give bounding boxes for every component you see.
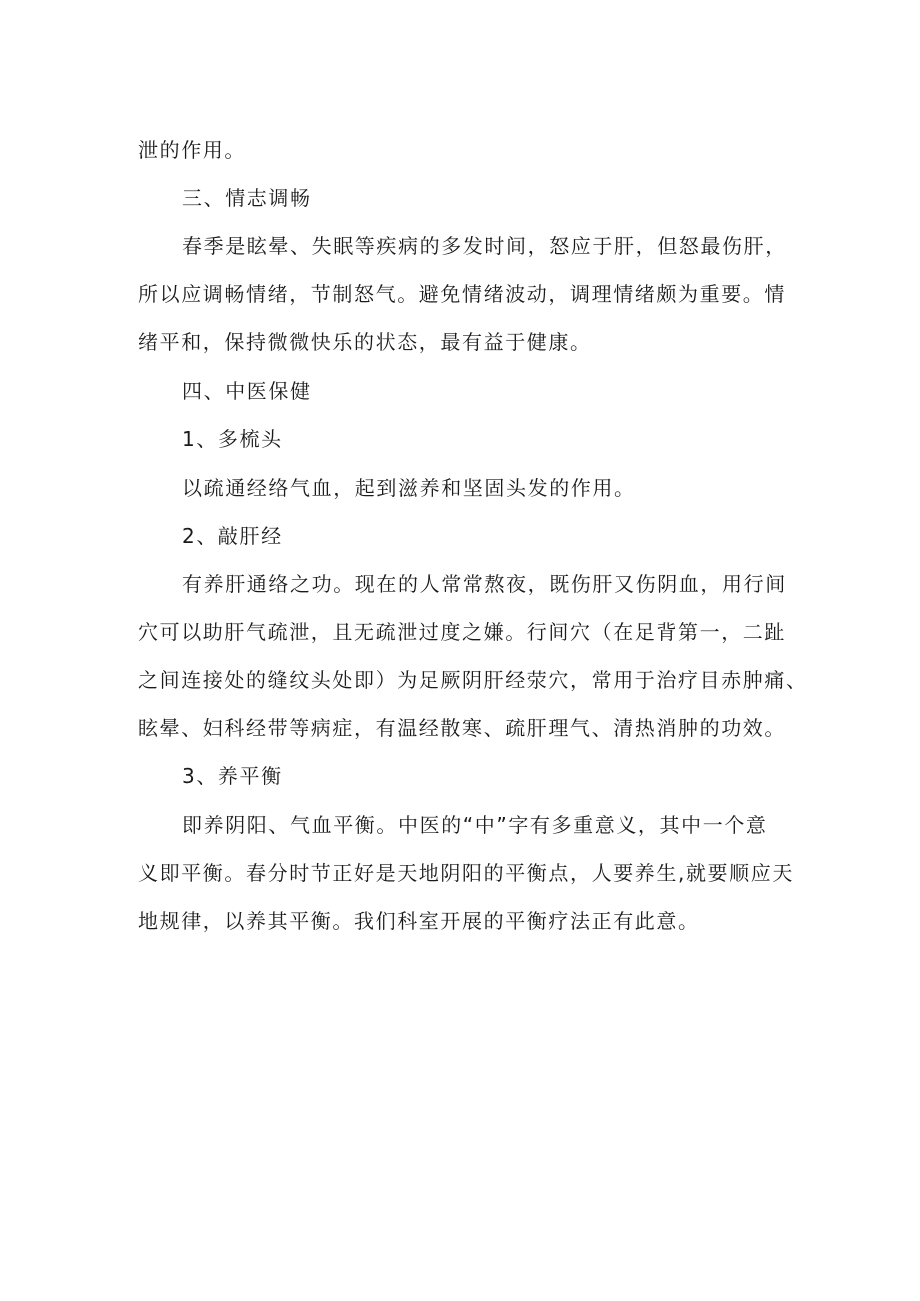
subsection-heading: 3、养平衡 (182, 764, 283, 788)
paragraph-line: 泄的作用。 (138, 138, 246, 162)
paragraph-line: 所以应调畅情绪，节制怒气。避免情绪波动，调理情绪颇为重要。情 (138, 282, 786, 306)
section-heading: 四、中医保健 (182, 379, 312, 403)
paragraph-line: 绪平和，保持微微快乐的状态，最有益于健康。 (138, 330, 592, 354)
paragraph-line: 义即平衡。春分时节正好是天地阴阳的平衡点，人要养生,就要顺应天 (138, 861, 794, 885)
paragraph-line: 春季是眩晕、失眠等疾病的多发时间，怒应于肝，但怒最伤肝， (182, 234, 787, 258)
paragraph-line: 以疏通经络气血，起到滋养和坚固头发的作用。 (182, 476, 636, 500)
subsection-heading: 1、多梳头 (182, 427, 283, 451)
subsection-heading: 2、敲肝经 (182, 524, 283, 548)
paragraph-line: 之间连接处的缝纹头处即）为足厥阴肝经荥穴，常用于治疗目赤肿痛、 (138, 668, 808, 692)
paragraph-line: 穴可以助肝气疏泄，且无疏泄过度之嫌。行间穴（在足背第一，二趾 (138, 620, 786, 644)
paragraph-line: 眩晕、妇科经带等病症，有温经散寒、疏肝理气、清热消肿的功效。 (138, 716, 786, 740)
paragraph-line: 有养肝通络之功。现在的人常常熬夜，既伤肝又伤阴血，用行间 (182, 572, 787, 596)
paragraph-line: 地规律，以养其平衡。我们科室开展的平衡疗法正有此意。 (138, 909, 700, 933)
section-heading: 三、情志调畅 (182, 186, 312, 210)
paragraph-line: 即养阴阳、气血平衡。中医的“中”字有多重意义，其中一个意 (182, 813, 768, 837)
